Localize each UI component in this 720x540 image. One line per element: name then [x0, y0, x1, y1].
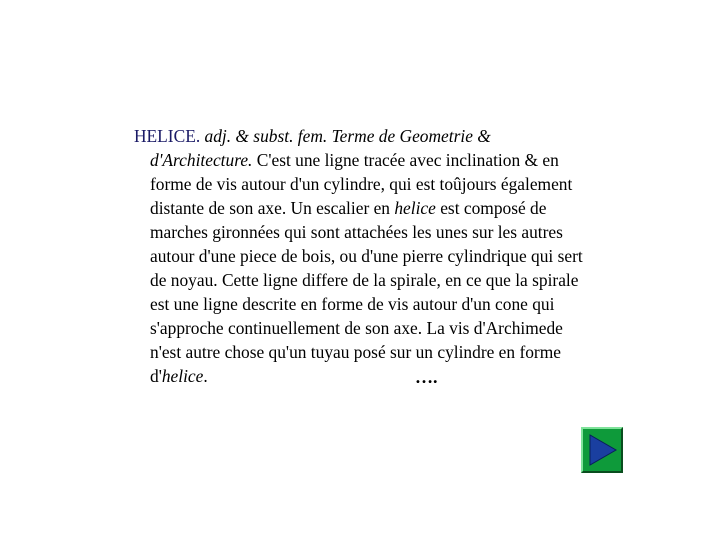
emphasized-term: helice	[161, 366, 204, 386]
domain-label: d'Architecture.	[150, 150, 253, 170]
entry-line-11	[134, 364, 654, 388]
entry-line-2	[134, 148, 654, 172]
entry-line-5: marches gironnées qui sont attachées les unes sur les autres	[150, 222, 563, 242]
entry-line-8: est une ligne descrite en forme de vis autour d'un cone qui	[150, 294, 555, 314]
entry-line-10: n'est autre chose qu'un tuyau posé sur un cylindre en forme	[150, 342, 561, 362]
definition-text: est composé de	[435, 198, 547, 218]
dictionary-entry	[134, 124, 654, 388]
entry-line-3: forme de vis autour d'un cylindre, qui est toûjours également	[150, 174, 573, 194]
emphasized-term: helice	[394, 198, 436, 218]
grammatical-info: adj. & subst. fem. Terme de Geometrie &	[200, 126, 491, 146]
entry-line-1	[134, 124, 654, 148]
continuation-ellipsis: ….	[415, 367, 438, 387]
entry-line-4	[134, 196, 654, 220]
entry-line-6: autour d'une piece de bois, ou d'une pierre cylindrique qui sert	[150, 246, 583, 266]
entry-line-9: s'approche continuellement de son axe. La vis d'Archimede	[150, 318, 563, 338]
definition-text: .	[203, 366, 208, 386]
definition-text: distante de son axe. Un escalier en	[150, 198, 395, 218]
entry-line-7: de noyau. Cette ligne differe de la spirale, en ce que la spirale	[150, 270, 579, 290]
definition-text: C'est une ligne tracée avec inclination & en	[252, 150, 559, 170]
definition-text: d'	[150, 366, 162, 386]
play-triangle-icon	[583, 429, 621, 471]
next-button[interactable]	[581, 427, 623, 473]
headword: HELICE.	[134, 126, 201, 146]
